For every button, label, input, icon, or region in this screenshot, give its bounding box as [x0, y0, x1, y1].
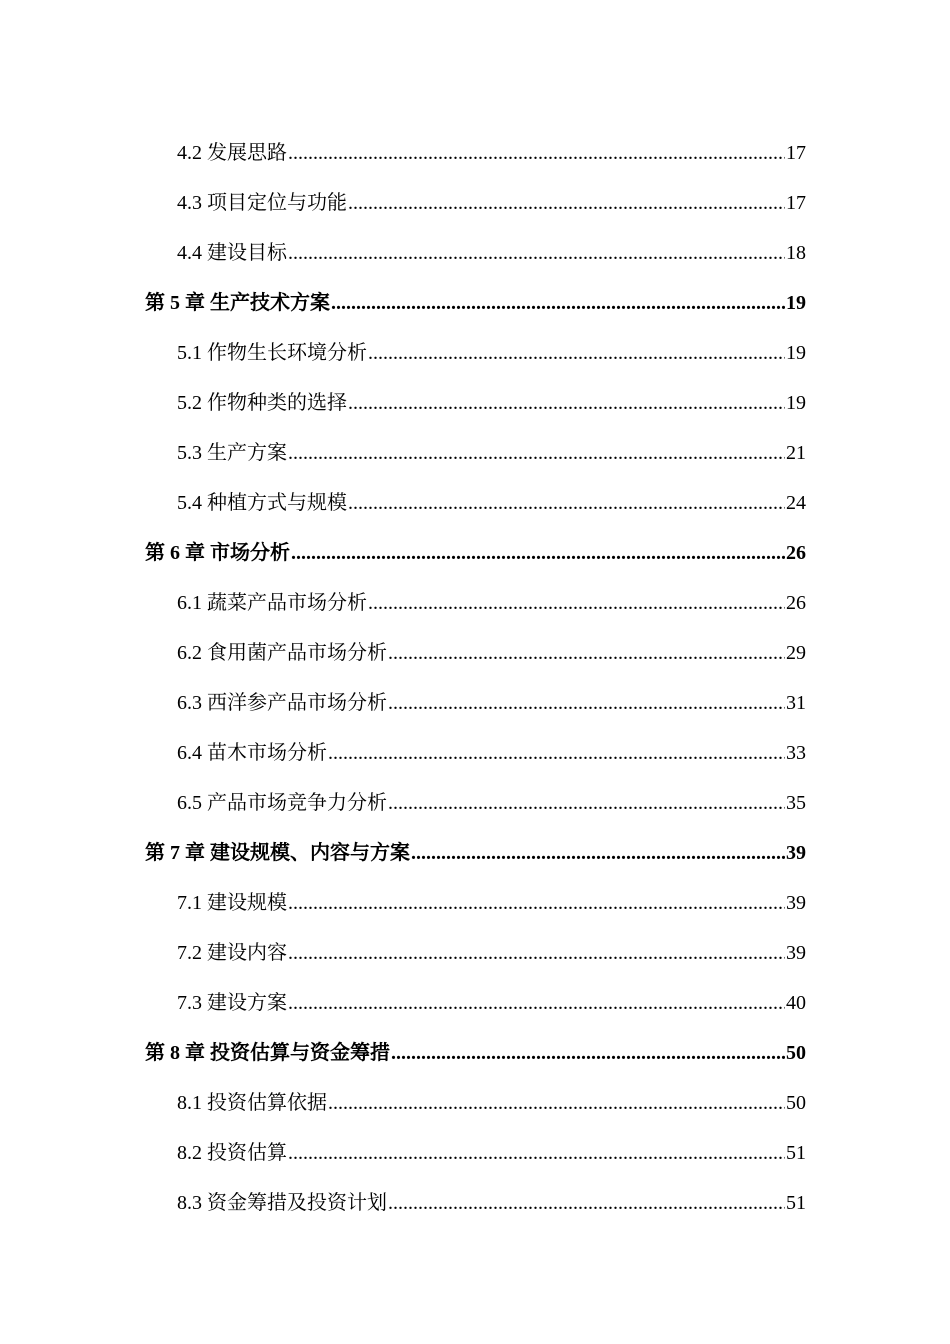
- toc-entry[interactable]: [177, 676, 806, 716]
- toc-entry-title: 6.1 蔬菜产品市场分析: [177, 592, 367, 614]
- toc-dot-leader: [348, 390, 785, 416]
- toc-entry[interactable]: [177, 1176, 806, 1216]
- toc-page-number: 19: [786, 392, 806, 414]
- toc-dot-leader: [368, 590, 785, 616]
- toc-entry[interactable]: [177, 626, 806, 666]
- toc-dot-leader: [288, 240, 785, 266]
- toc-dot-leader: [331, 290, 785, 316]
- toc-dot-leader: [288, 890, 785, 916]
- toc-page-number: 50: [786, 1092, 806, 1114]
- toc-entry[interactable]: [177, 1126, 806, 1166]
- toc-entry-title: 7.3 建设方案: [177, 992, 287, 1014]
- toc-entry[interactable]: [177, 176, 806, 216]
- toc-chapter-entry[interactable]: [145, 826, 806, 866]
- toc-page-number: 31: [786, 692, 806, 714]
- toc-page-number: 19: [786, 292, 806, 314]
- toc-dot-leader: [288, 940, 785, 966]
- toc-page-number: 26: [786, 592, 806, 614]
- toc-page-number: 21: [786, 442, 806, 464]
- toc-dot-leader: [388, 690, 785, 716]
- toc-dot-leader: [288, 140, 785, 166]
- toc-page-number: 17: [786, 142, 806, 164]
- toc-page-number: 40: [786, 992, 806, 1014]
- toc-entry-title: 8.2 投资估算: [177, 1142, 287, 1164]
- toc-page-number: 50: [786, 1042, 806, 1064]
- toc-entry-title: 6.3 西洋参产品市场分析: [177, 692, 387, 714]
- toc-entry[interactable]: [177, 726, 806, 766]
- toc-entry[interactable]: [177, 226, 806, 266]
- toc-entry-title: 5.1 作物生长环境分析: [177, 342, 367, 364]
- toc-dot-leader: [348, 490, 785, 516]
- toc-chapter-title: 第 5 章 生产技术方案: [145, 292, 330, 314]
- toc-page-number: 24: [786, 492, 806, 514]
- toc-page-number: 17: [786, 192, 806, 214]
- toc-dot-leader: [388, 640, 785, 666]
- toc-entry[interactable]: [177, 376, 806, 416]
- toc-chapter-title: 第 6 章 市场分析: [145, 542, 290, 564]
- toc-dot-leader: [368, 340, 785, 366]
- toc-dot-leader: [388, 1190, 785, 1216]
- toc-page-number: 35: [786, 792, 806, 814]
- toc-chapter-entry[interactable]: [145, 526, 806, 566]
- toc-entry-title: 8.3 资金筹措及投资计划: [177, 1192, 387, 1214]
- toc-chapter-title: 第 8 章 投资估算与资金筹措: [145, 1042, 390, 1064]
- toc-entry-title: 5.3 生产方案: [177, 442, 287, 464]
- toc-dot-leader: [288, 1140, 785, 1166]
- toc-entry-title: 5.2 作物种类的选择: [177, 392, 347, 414]
- toc-entry-title: 4.3 项目定位与功能: [177, 192, 347, 214]
- toc-page-number: 19: [786, 342, 806, 364]
- toc-dot-leader: [328, 740, 785, 766]
- toc-page-number: 51: [786, 1142, 806, 1164]
- toc-page-number: 29: [786, 642, 806, 664]
- toc-dot-leader: [411, 840, 785, 866]
- toc-dot-leader: [348, 190, 785, 216]
- toc-entry[interactable]: [177, 426, 806, 466]
- toc-entry[interactable]: [177, 576, 806, 616]
- toc-dot-leader: [391, 1040, 785, 1066]
- toc-entry[interactable]: [177, 126, 806, 166]
- toc-entry-title: 5.4 种植方式与规模: [177, 492, 347, 514]
- toc-page-number: 18: [786, 242, 806, 264]
- toc-dot-leader: [328, 1090, 785, 1116]
- toc-entry-title: 4.2 发展思路: [177, 142, 287, 164]
- toc-dot-leader: [288, 440, 785, 466]
- toc-dot-leader: [288, 990, 785, 1016]
- toc-entry-title: 7.2 建设内容: [177, 942, 287, 964]
- toc-page-number: 39: [786, 892, 806, 914]
- toc-entry-title: 4.4 建设目标: [177, 242, 287, 264]
- toc-entry-title: 6.5 产品市场竞争力分析: [177, 792, 387, 814]
- toc-dot-leader: [291, 540, 785, 566]
- toc-page-number: 33: [786, 742, 806, 764]
- toc-page-number: 51: [786, 1192, 806, 1214]
- toc-chapter-entry[interactable]: [145, 1026, 806, 1066]
- toc-entry-title: 7.1 建设规模: [177, 892, 287, 914]
- toc-entry[interactable]: [177, 326, 806, 366]
- toc-entry[interactable]: [177, 876, 806, 916]
- toc-entry[interactable]: [177, 476, 806, 516]
- toc-chapter-entry[interactable]: [145, 276, 806, 316]
- toc-page-number: 26: [786, 542, 806, 564]
- toc-entry[interactable]: [177, 776, 806, 816]
- toc-page-number: 39: [786, 942, 806, 964]
- toc-entry-title: 8.1 投资估算依据: [177, 1092, 327, 1114]
- toc-entry-title: 6.2 食用菌产品市场分析: [177, 642, 387, 664]
- toc-entry[interactable]: [177, 926, 806, 966]
- toc-entry-title: 6.4 苗木市场分析: [177, 742, 327, 764]
- toc-chapter-title: 第 7 章 建设规模、内容与方案: [145, 842, 410, 864]
- toc-dot-leader: [388, 790, 785, 816]
- toc-entry[interactable]: [177, 1076, 806, 1116]
- toc-page-number: 39: [786, 842, 806, 864]
- toc-entry[interactable]: [177, 976, 806, 1016]
